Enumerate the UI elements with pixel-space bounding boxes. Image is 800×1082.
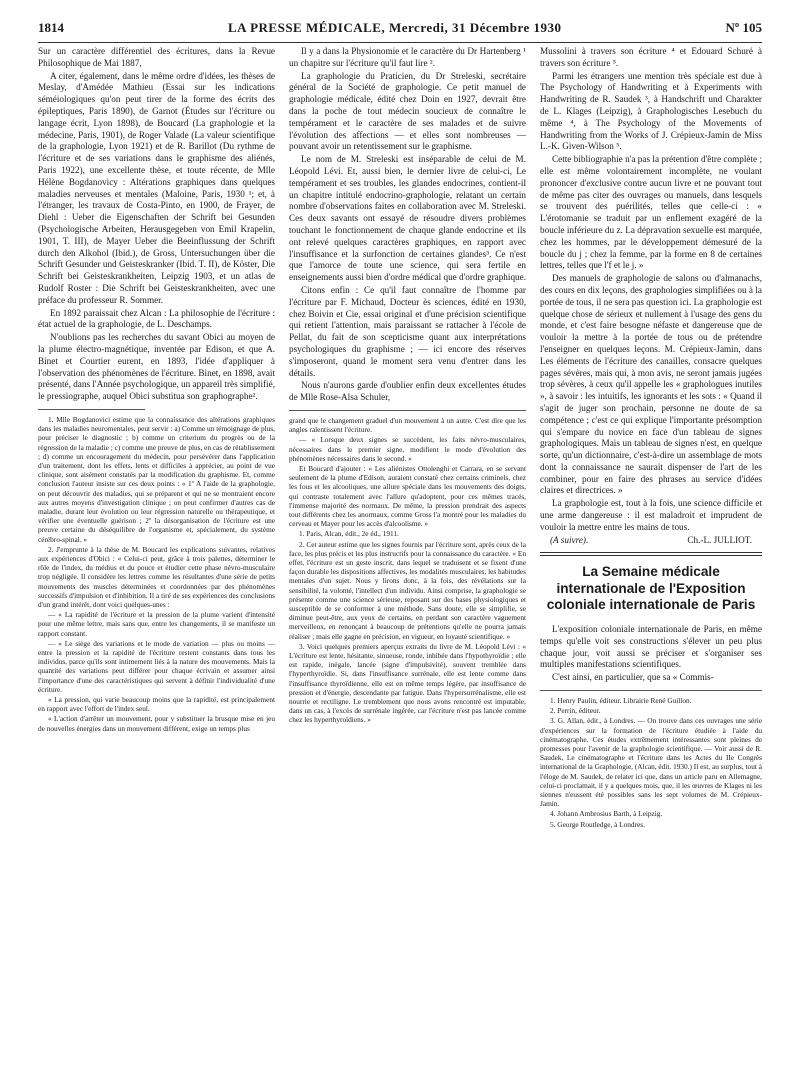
footnote: — « Le siège des variations et le mode de variation — plus ou moins — entre la pression et la rapidité de l'écriture restent constants dans tous les individus, parce qu'ils sont intimement liés à la nature des mouvements. Mais la quantité des variations peut différer pour chaque écrivain et assumer ainsi l'importance d'une des caractéristiques qui servent à définir l'individualité d'une écriture. [38,638,275,694]
page-header [38,20,762,40]
author-name: Ch.-L. JULLIOT. [687,534,752,545]
issue-number: Nº 105 [725,20,762,35]
paragraph: La graphologie est, tout à la fois, une science difficile et une arme dangereuse : il est maladroit et imprudent de vouloir la mettre entre les mains de tous. [540,498,762,532]
paragraph: Nous n'aurons garde d'oublier enfin deux excellentes études de Mlle Rose-Alsa Schuler, [289,380,526,403]
footnote: 1. Mlle Bogdanovici estime que la connaissance des altérations graphiques dans les maladies neuromentales, peut servir : a) Comme un témoignage de plus, pour préciser le diagnostic ; b) comme un criterium du progrès ou de la régression de la maladie ; c) comme une preuve de plus, en cas de rétablissement ; d) comme un encouragement du médecin, pour persévérer dans l'application d'un traitement, dont les effets, lents et difficiles à apprécier, au point de vue clinique, sont aisément constatés par la modification du graphisme. Et, comme conclusion l'auteur insiste sur ces deux points : « 1º A l'aide de la graphologie, on peut découvrir des maladies, qui se préparent et qui ne se montraient encore aux autres moyens d'investigation clinique ; on peut confirmer d'autres cas de maladie, durant leur évolution ou leur régression naturelle ou thérapeutique, et vérifier une éventuelle guérison ; 2º la désorganisation de l'écriture est une preuve certaine du déséquilibre de l'organisme et, spécialement, du système cérébro-spinal. » [38,414,275,544]
footnote: 1. Paris, Alcan, édit., 2e éd., 1911. [299,529,399,539]
paragraph: Citons enfin : Ce qu'il faut connaître de l'homme par l'écriture par F. Michaud, Docteur ès sciences, édité en 1930, chez Boivin et Cie, essai original et d'une précision scientifique qui retient l'attention, mais paraissant se rattacher à l'école de Pellat, du fait de son scepticisme quant aux interprétations psychologiques du graphisme ; — ici encore des réserves s'imposeront, quand le moment sera venu d'entrer dans les détails. [289,284,526,378]
footnote: grand que le changement graduel d'un mouvement à un autre. C'est dire que les angles ralentissent l'écriture. [289,415,526,435]
paragraph: Sur un caractère différentiel des écritures, dans la Revue Philosophique de Mai 1887, [38,46,275,68]
paragraph: Il y a dans la Physionomie et le caractère du Dr Hartenberg ¹ un chapitre sur l'écriture qu'il faut lire ². [289,46,526,68]
paragraph: A citer, également, dans le même ordre d'idées, les thèses de Meslay, d'Amédée Mathieu (Essai sur les indications séméiologiques qu'on peut tirer de la forme des écrits des épileptiques, Paris 1890), de Garnot (Études sur l'écriture ou langage écrit, Lyon 1898), de Boucard (La graphologie et la médecine, Paris, 1901), de Roger Valade (La valeur scientifique de la graphologie, Lyon 1921) et de R. Barillot (Du rythme de l'écriture et de ses variations dans le graphisme des aliénés, Paris 1922), une excellente thèse, et toute récente, de Mlle Hélène Bogdanovicy : Altérations graphiques dans quelques maladies nerveuses et mentales (Maloine, Paris, 1930 ¹; et, à l'étranger, les travaux de Costa-Pinto, en 1900, de Frayer, de Diehl : Ueber die Eigenschaften der Schrift bei Gesunden (Psychologische Arbeiten, Herausgegeben von Emil Krapelin, 1901, T. III), de Mayer Ueber die Beeinflussung der Schrift durch den Alkohol (Ibid.), de Gross, Untersuchungen über die Schrift Gesunder und Geisteskranker (Ibid. T. II), de Köster, Die Schrift bei Geisteskrankheiten, Leipzig 1903, et un atlas de Rudolf Roster : Die Schrift bei Geisteskrankheiten, avec une préface du professeur R. Sommer. [38,70,275,305]
section-heading: La Semaine médicale internationale de l'Exposition coloniale internationale de Paris [546,564,756,613]
footnote-separator [38,409,145,410]
footnotes [38,415,275,733]
paragraph: La graphologie du Praticien, du Dr Streleski, secrétaire général de la Société de graphologie. Ce petit manuel de graphologie médicale, édité chez Doin en 1927, devrait être dans la poche de tout médecin soucieux de connaître le tempérament et le caractère de ses malades et de suivre l'évolution des affections — et elles sont nombreuses — pouvant avoir un retentissement sur le graphisme. [289,70,526,152]
footnote: 2. Perrin, éditeur. [550,706,601,716]
paragraph: N'oublions pas les recherches du savant Obici au moyen de la plume électro-magnétique, inventée par Edison, et que A. Binet et Courtier eurent, en 1893, l'idée d'appliquer à l'observation des phénomènes de l'écriture. Binet, en 1898, avait présenté, dans l'Année psychologique, un appareil très simplifié, le pressiographe, auquel Obici substitua son graphographe². [38,332,275,402]
column-2 [289,46,526,1068]
paragraph: L'exposition coloniale internationale de Paris, en même temps qu'elle voit ses constructions s'élever un peu plus chaque jour, voit aussi se préciser et s'organiser ses multiples manifestations scientifiques. [540,623,762,670]
footnote: 2. Cet auteur estime que les signes fournis par l'écriture sont, après ceux de la face, les plus précis et les plus instructifs pour la connaissance du caractère. « En effet, l'écriture est un geste inscrit, dans lequel se traduisent et se fixent d'une façon durable les dispositions affectives, les modalités musculaires, les habitudes mentales d'un sujet. Nous y lirons donc, à la fois, des révélations sur la sensibilité, la volonté, l'intellect d'un individu. Ainsi comprise, la graphologie se présente comme une science sérieuse, reposant sur des bases physiologiques et susceptible de se conformer à une méthode. Sans doute, elle se simplifie, se diminue peut-être, aux yeux de certains, en perdant son caractère vaguement merveilleux, en renonçant à beaucoup de prétentions qu'elle ne pourra jamais réaliser ; mais elle gagne en précision, en vigueur, en loyauté scientifique. » [289,539,526,641]
footnote-separator [289,410,526,411]
section-divider [540,552,762,556]
paragraph: Cette bibliographie n'a pas la prétention d'être complète ; elle est même volontairement incomplète, ne voulant prononcer d'exclusive contre aucun livre et ne pouvant tout de même pas citer des ouvrages ou manuels, dans lesquels se trouvent des puérilités, telles que celle-ci : « L'érotomanie se traduit par un enflement exagéré de la boucle inférieure du z. La dépravation sexuelle est marquée, chez les hommes, par le développement démesuré de la boucle du j ; chez la femme, par la forme en 8 de certaines lettres, telles que l'f et le j. » [540,154,762,271]
paragraph: En 1892 paraissait chez Alcan : La philosophie de l'écriture : état actuel de la graphologie, de L. Deschamps. [38,307,275,330]
footnote: Et Boucard d'ajouter : « Les aliénistes Ottolenghi et Carrara, en se servant seulement de la plume d'Edison, auraient constaté chez certains criminels, chez les fous et les alcooliques, une allure spéciale dans les mouvements des doigts, qui contraste totalement avec l'allure qu'adoptent, pour ces mêmes tracés, l'immense majorité des normaux. De même, la pression prendrait des aspects tout différents chez les anormaux, comme Gross l'a montré pour les maladies du cerveau et Mayer pour les accès d'alcoolisme. » [289,463,526,529]
footnote: — « Lorsque deux signes se succèdent, les faits névro-musculaires, nécessaires dans le premier signe, modifient le mode d'évolution des phénomènes nécessaires dans le second. » [289,435,526,463]
paragraph: C'est ainsi, en particulier, que sa « Commis- [552,672,714,683]
footnote: « L'action d'arrêter un mouvement, pour y substituer la brusque mise en jeu de nouvelles énergies dans un mouvement différent, exige un temps plus [38,714,275,733]
footnote: 1. Henry Paulin, éditeur. Librairie René Guillon. [550,695,692,705]
paragraph: Parmi les étrangers une mention très spéciale est due à The Psychology of Handwriting et à Experiments with Handwriting de R. Saudek ³, à Handschrift und Charakter de L. Klages (Leipzig), à Graphologisches Lesebuch du même ⁴, à The Psychology of the Movements of Handwriting from the Works of J. Crépieux-Jamin de Miss L.-K. Given-Wilson ⁵. [540,70,762,152]
footnote: 3. G. Allan, édit., à Londres. — On trouve dans ces ouvrages une série d'expériences sur la formation de l'écriture étudiée à l'aide du cinématographe. Ces études extrêmement intéressantes sont pleines de promesses pour l'avenir de la graphologie scientifique. — Voir aussi de R. Saudek, Le cinématographe et l'écriture dans les Actes du IIe Congrès international de la Graphologie, (Alcan, édit. 1930.) Il est, au surplus, tout à l'éloge de M. Saudek, de relater ici que, dans un article paru en Allemagne, celui-ci proclamait, il y a quelques mois, que, il les œuvres de Klages ni les siennes n'eussent été possibles sans les sept volumes de M. Crépieux-Jamin. [540,716,762,809]
footnote: — « La rapidité de l'écriture et la pression de la plume varient d'intensité pour une même lettre, mais sans que, entre les changements, il se manifeste un rapport constant. [38,610,275,638]
article-signature [540,535,762,547]
paragraph: Des manuels de graphologie de salons ou d'almanachs, des cours en dix leçons, des graphologies simplifiées ou à la portée de tous, il ne sera pas question ici. La graphologie est quelque chose de sérieux et nullement à l'usage des gens du monde, et c'est faire besogne néfaste et dangereuse que de vouloir la mettre à la portée de tous ou de prétendre l'enseigner en quelques leçons. M. Crépieux-Jamin, dans Les éléments de l'écriture des canailles, consacre quelques pages sévères, mais qui, à mon avis, ne seront jamais jugées trop sévères, à ceux qu'il appelle les « graphologues inutiles », à savoir : les intuitifs, les ignorants et les sots : « Quand il s'agit de juger son prochain, personne ne doute de sa compétence ; c'est ce qui explique l'importante présomption qui s'empare du novice en face d'un tableau de signes graphologiques. Mais un tableau de signes n'est, en quelque sorte, qu'un dictionnaire, c'est-à-dire un assemblage de mots dont la connaissance ne saurait dispenser de l'art de les combiner, pour en faire des phrases au service d'idées claires et directrices. » [540,273,762,496]
paragraph: Mussolini à travers son écriture ⁴ et Edouard Schuré à travers son écriture ⁵. [540,46,762,68]
footnote-separator [540,690,762,691]
footnote: « La pression, qui varie beaucoup moins que la rapidité, est principalement en rapport avec l'effort de l'index seul. [38,695,275,714]
footnotes [289,416,526,725]
footnote: 4. Johann Ambrosius Barth, à Leipzig. [550,809,663,819]
footnotes [540,696,762,829]
footnote: 3. Voici quelques premiers aperçus extraits du livre de M. Léopold Lévi : « L'écriture est lente, hésitante, sinueuse, ronde, inhibée dans l'hypothyroïdie ; elle est rapide, inégale, lancée (signe d'impulsivité), souvent tremblée dans l'hyperthyroïdie. Si, dans l'insuffisance surrénale, elle est lente comme dans l'insuffisance thyroïdienne, elle est en même temps légère, par insuffisance de pression et d'énergie, descendante par fatigue. Dans l'hypersurrénalisme, elle est nourrie et rectiligne. Le tremblement que nous avons rencontré est imputable, dans un cas, à l'excès de surrénale ingérée, car l'écriture n'est pas lancée comme chez les hyperthyroïdiens. » [289,641,526,725]
footnote: 5. George Routledge, à Londres. [550,819,645,829]
to-be-continued: (A suivre). [550,534,589,545]
column-3 [540,46,762,1068]
column-1 [38,46,275,1068]
footnote: 2. J'emprunte à la thèse de M. Boucard les explications suivantes, relatives aux expériences d'Obici : « Celui-ci peut, grâce à trois palettes, déterminer le rôle de l'index, du médius et du pouce et étudier cette phase névro-musculaire trop négligée. Il considère les lettres comme les résultantes d'une série de petits mouvements des muscles déterminées et coordonnées par des phénomènes successifs d'impulsion et d'inhibition. Il a tiré de ses expériences des conclusions d'un grand intérêt, dont voici quelques-unes : [38,544,275,609]
page-number: 1814 [38,20,64,35]
header-rule [38,42,762,43]
paragraph: Le nom de M. Streleski est inséparable de celui de M. Léopold Lévi. Et, aussi bien, le dernier livre de celui-ci, Le tempérament et ses troubles, les glandes endocrines, contient-il un chapitre intitulé endocrino-graphologie, relatant un certain nombre d'observations faites en collaboration avec M. Streleski. Ces deux savants ont essayé de résoudre divers problèmes touchant le fonctionnement de chaque glande endocrine et ils ont relevé quelques caractères graphiques, en rapport avec l'insuffisance et la surfonction de certaines glandes³. Ce n'est que l'amorce de toute une science, qui sera fertile en enseignements aussi bien d'ordre médical que d'ordre graphique. [289,154,526,283]
journal-title: LA PRESSE MÉDICALE, Mercredi, 31 Décembre 1930 [228,20,562,35]
